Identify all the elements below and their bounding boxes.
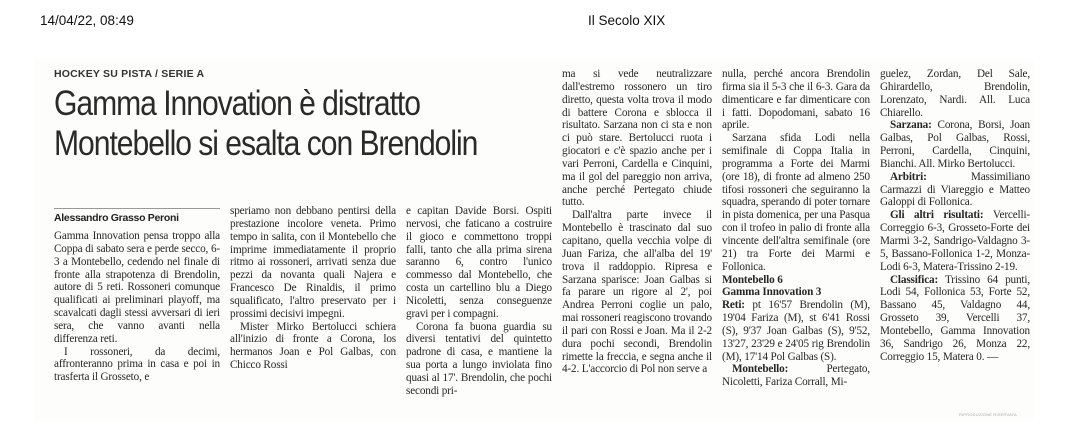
altri-label: Gli altri risultati:	[890, 209, 984, 222]
article-byline: Alessandro Grasso Peroni	[54, 208, 220, 224]
classifica-label: Classifica:	[890, 273, 939, 286]
print-datetime: 14/04/22, 08:49	[40, 13, 134, 28]
paragraph: Mister Mirko Bertolucci schiera all'inizio di fronte a Corona, los hermanos Joan e Pol Galbas, con Chicco Rossi	[230, 320, 396, 372]
scorecard-reti	[722, 299, 870, 363]
headline-line-2: Montebello si esalta con Brendolin	[54, 124, 478, 163]
classifica-text: Trissino 64 punti, Lodi 54, Follonica 53, Forte 52, Bassano 45, Valdagno 44, Grosseto 39, Vercelli 37, Montebello, Gamma Innovation 36, Sandrigo 26, Monza 22, Correggio 15, Matera 0. —	[880, 273, 1030, 363]
scorecard-sarzana	[880, 119, 1030, 170]
montebello-label: Montebello:	[732, 363, 789, 376]
reti-label: Reti:	[722, 299, 745, 312]
newspaper-clipping	[34, 60, 1034, 420]
sarzana-label: Sarzana:	[890, 119, 932, 132]
paragraph: Corona fa buona guardia su diversi tentativi del quintetto padrone di casa, e mantiene la sua porta a lungo inviolata fino quasi al 17'. Brendolin, che pochi secondi pri-	[406, 320, 552, 397]
article-column-3	[406, 205, 552, 398]
paragraph: I rossoneri, da decimi, affronteranno prima in casa e poi in trasferta il Grosseto, e	[54, 345, 220, 384]
paragraph: e capitan Davide Borsi. Ospiti nervosi, che faticano a costruire il gioco e commettono troppi falli, tanto che alla prima sirena saranno 6, contro l'unico commesso dal Montebello, che costa un cartellino blu a Diego Nicoletti, senza conseguenze gravi per i compagni.	[406, 205, 552, 320]
paragraph: ma si vede neutralizzare dall'estremo rossonero un tiro diretto, questa volta trova il modo di battere Corona e sblocca il risultato. Sarzana non ci sta e non ci può stare. Bertolucci ruota i giocatori e c'è spazio anche per i vari Perroni, Cardella e Cinquini, ma il gol del pareggio non arriva, anche perché Pertegato chiude tutto.	[562, 68, 712, 209]
copyright-watermark: RIPRODUZIONE RISERVATA	[959, 412, 1017, 417]
article-headline	[54, 84, 484, 164]
article-column-2	[230, 205, 396, 372]
headline-line-1: Gamma Innovation è distratto	[54, 84, 420, 123]
paragraph: Sarzana sfida Lodi nella semifinale di Coppa Italia in programma a Forte dei Marmi (ore 18), di fronte ad almeno 250 tifosi rossoneri che seguiranno la squadra, sperando di poter tornare in pista domenica, per una Pasqua con il trofeo in palio di fronte alla vincente dell'altra semifinale (ore 21) tra Forte dei Marmi e Follonica.	[722, 132, 870, 273]
scorecard-classifica	[880, 274, 1030, 364]
paragraph: speriamo non debbano pentirsi della prestazione incolore veneta. Primo tempo in salita, con il Montebello che imprime immediatamente il proprio ritmo ai rossoneri, arrivati senza due pezzi da novanta quali Najera e Francesco De Rinaldis, il primo squalificato, l'altro preservato per i prossimi decisivi impegni.	[230, 205, 396, 320]
montebello-lineup: Pertegato, Nicoletti, Fariza Corrall, Mi-	[722, 363, 870, 389]
scorecard-montebello	[722, 363, 870, 389]
scorecard-altri	[880, 209, 1030, 273]
paragraph: nulla, perché ancora Brendolin firma sia il 5-3 che il 6-3. Gara da dimenticare e far dimenticare con i fatti. Dopodomani, sabato 16 aprile.	[722, 68, 870, 132]
scorecard-arbitri	[880, 171, 1030, 210]
article-kicker: HOCKEY SU PISTA / SERIE A	[54, 68, 205, 80]
article-column-4	[562, 68, 712, 376]
paragraph: Gamma Innovation pensa troppo alla Coppa di sabato sera e perde secco, 6-3 a Montebello, cedendo nel finale di fronte alla strapotenza di Brendolin, autore di 5 reti. Rossoneri comunque qualificati ai preliminari playoff, ma scavalcati dagli stessi avversari di ieri sera, che vanno avanti nella differenza reti.	[54, 230, 220, 345]
arbitri-text: Massimiliano Carmazzi di Viareggio e Matteo Galoppi di Follonica.	[880, 170, 1030, 209]
article-column-1	[54, 230, 220, 384]
reti-text: pt 16'57 Brendolin (M), 19'04 Fariza (M), st 6'41 Rossi (S), 9'37 Joan Galbas (S), 9'52, 13'27, 23'29 e 24'05 rig Brendolin (M), 17'14 Pol Galbas (S).	[722, 299, 870, 363]
paragraph: guelez, Zordan, Del Sale, Ghirardello, Brendolin, Lorenzato, Nardi. All. Luca Chiarello.	[880, 68, 1030, 119]
publication-name: Il Secolo XIX	[588, 13, 666, 28]
sarzana-lineup: Corona, Borsi, Joan Galbas, Pol Galbas, Rossi, Perroni, Cardella, Cinquini, Bianchi. All. Mirko Bertolucci.	[880, 119, 1030, 170]
altri-text: Vercelli-Correggio 6-3, Grosseto-Forte dei Marmi 3-2, Sandrigo-Valdagno 3-5, Bassano-Follonica 1-2, Monza-Lodi 6-3, Matera-Trissino 2-19.	[880, 209, 1030, 273]
scorecard-team1: Montebello 6	[722, 273, 783, 286]
article-column-5	[722, 68, 870, 389]
scorecard-team2: Gamma Innovation 3	[722, 286, 822, 299]
paragraph: Dall'altra parte invece il Montebello è trascinato dal suo capitano, quella vecchia volpe di Juan Fariza, che all'alba del 19' trova il raddoppio. Ripresa e Sarzana sparisce: Joan Galbas si fa parare un rigore al 2', poi Andrea Perroni coglie un palo, mai rossoneri reagiscono trovando il pari con Rossi e Joan. Ma il 2-2 dura pochi secondi, Brendolin rimette la freccia, e segna anche il 4-2. L'accorcio di Pol non serve a	[562, 209, 712, 376]
article-column-6	[880, 68, 1030, 363]
arbitri-label: Arbitri:	[890, 170, 927, 183]
print-header	[0, 0, 1065, 44]
